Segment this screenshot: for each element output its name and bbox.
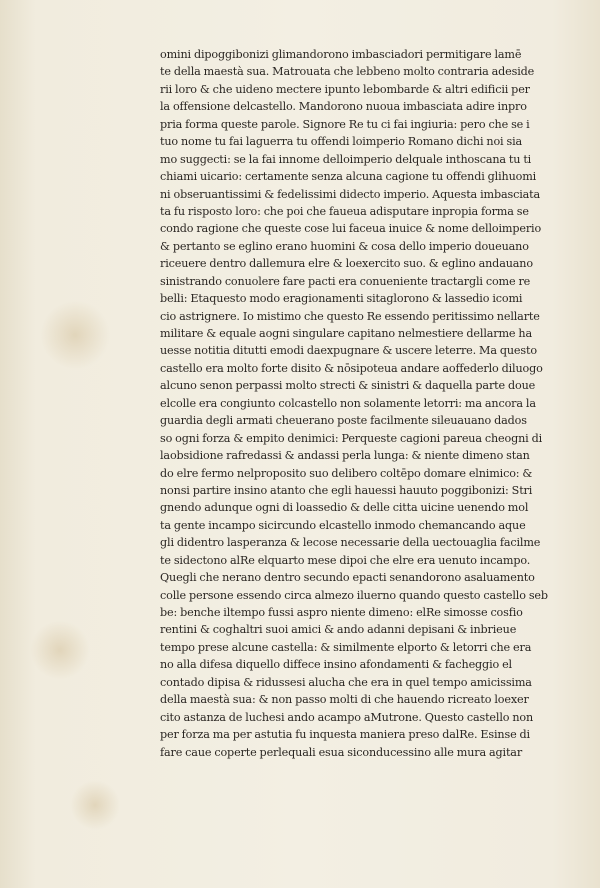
text-line: so ogni forza & empito denimici: Perqueste cagioni pareua cheogni di <box>160 431 543 445</box>
text-line: ni obseruantissimi & fedelissimi didecto imperio. Aquesta imbasciata <box>160 187 541 201</box>
text-line: cio astrignere. Io mistimo che questo Re essendo peritissimo nellarte <box>160 309 540 323</box>
text-line: ta gente incampo sicircundo elcastello inmodo chemancando aque <box>160 518 526 532</box>
text-line: be: benche iltempo fussi aspro niente dimeno: elRe simosse cosfio <box>160 606 523 619</box>
foxing-stain <box>70 780 120 830</box>
text-line: ta fu risposto loro: che poi che faueua adisputare inpropia forma se <box>160 204 529 218</box>
text-line: no alla difesa diquello diffece insino afondamenti & facheggio el <box>160 658 512 672</box>
body-text <box>160 46 580 761</box>
text-line: te della maestà sua. Matrouata che lebbeno molto contraria adeside <box>160 65 535 79</box>
text-line: fare caue coperte perlequali esua siconducessino alle mura agitar <box>160 745 523 759</box>
text-line: rii loro & che uideno mectere ipunto lebombarde & altri edificii per <box>160 82 530 96</box>
text-line: chiami uicario: certamente senza alcuna cagione tu offendi glihuomi <box>160 170 537 184</box>
text-line: rentini & coghaltri suoi amici & ando adanni depisani & inbrieue <box>160 623 517 637</box>
text-line: gli didentro lasperanza & lecose necessarie della uectouaglia facilme <box>160 536 541 550</box>
text-line: elcolle era congiunto colcastello non solamente letorri: ma ancora la <box>160 396 536 410</box>
text-line: militare & equale aogni singulare capitano nelmestiere dellarme ha <box>160 327 532 340</box>
text-line: guardia degli armati cheuerano poste facilmente sileuauano dados <box>160 414 527 428</box>
text-line: riceuere dentro dallemura elre & loexercito suo. & eglino andauano <box>160 257 533 271</box>
text-line: gnendo adunque ogni di loassedio & delle citta uicine uenendo mol <box>160 501 529 515</box>
text-line: la offensione delcastello. Mandorono nuoua imbasciata adire inpro <box>160 100 527 114</box>
text-line: condo ragione che queste cose lui faceua inuice & nome delloimperio <box>160 222 542 236</box>
foxing-stain <box>30 620 90 680</box>
text-line: per forza ma per astutia fu inquesta maniera preso dalRe. Esinse di <box>160 728 530 742</box>
text-line: contado dipisa & ridussesi alucha che era in quel tempo amicissima <box>160 675 532 689</box>
text-line: & pertanto se eglino erano huomini & cosa dello imperio doueuano <box>160 239 529 253</box>
text-line: uesse notitia ditutti emodi daexpugnare & uscere leterre. Ma questo <box>160 344 537 358</box>
text-line: do elre fermo nelproposito suo delibero coltēpo domare elnimico: & <box>160 466 533 480</box>
text-line: mo suggecti: se la fai innome delloimperio delquale inthoscana tu ti <box>160 152 532 166</box>
foxing-stain <box>40 300 110 370</box>
text-line: te sidectono alRe elquarto mese dipoi che elre era uenuto incampo. <box>160 553 531 567</box>
text-line: sinistrando conuolere fare pacti era conueniente tractargli come re <box>160 274 531 288</box>
text-line: della maestà sua: & non passo molti di che hauendo ricreato loexer <box>160 693 529 707</box>
text-line: tempo prese alcune castella: & similmente elporto & letorri che era <box>160 640 532 654</box>
text-line: laobsidione rafredassi & andassi perla lunga: & niente dimeno stan <box>160 449 530 463</box>
text-line: pria forma queste parole. Signore Re tu ci fai ingiuria: pero che se i <box>160 117 530 131</box>
text-line: tuo nome tu fai laguerra tu offendi loimperio Romano dichi noi sia <box>160 135 523 149</box>
text-line: colle persone essendo circa almezo iluerno quando questo castello seb <box>160 588 548 602</box>
text-line: belli: Etaquesto modo eragionamenti sitaglorono & lassedio icomi <box>160 292 523 306</box>
text-line: alcuno senon perpassi molto strecti & sinistri & daquella parte doue <box>160 379 536 393</box>
text-line: castello era molto forte disito & nōsipoteua andare aoffederlo diluogo <box>160 361 543 375</box>
text-line: Quegli che nerano dentro secundo epacti senandorono asaluamento <box>160 571 535 585</box>
text-line: nonsi partire insino atanto che egli hauessi hauuto poggibonizi: Stri <box>160 483 533 497</box>
text-line: cito astanza de luchesi ando acampo aMutrone. Questo castello non <box>160 710 534 724</box>
text-line: omini dipoggibonizi glimandorono imbasciadori permitigare lamē <box>160 48 522 61</box>
